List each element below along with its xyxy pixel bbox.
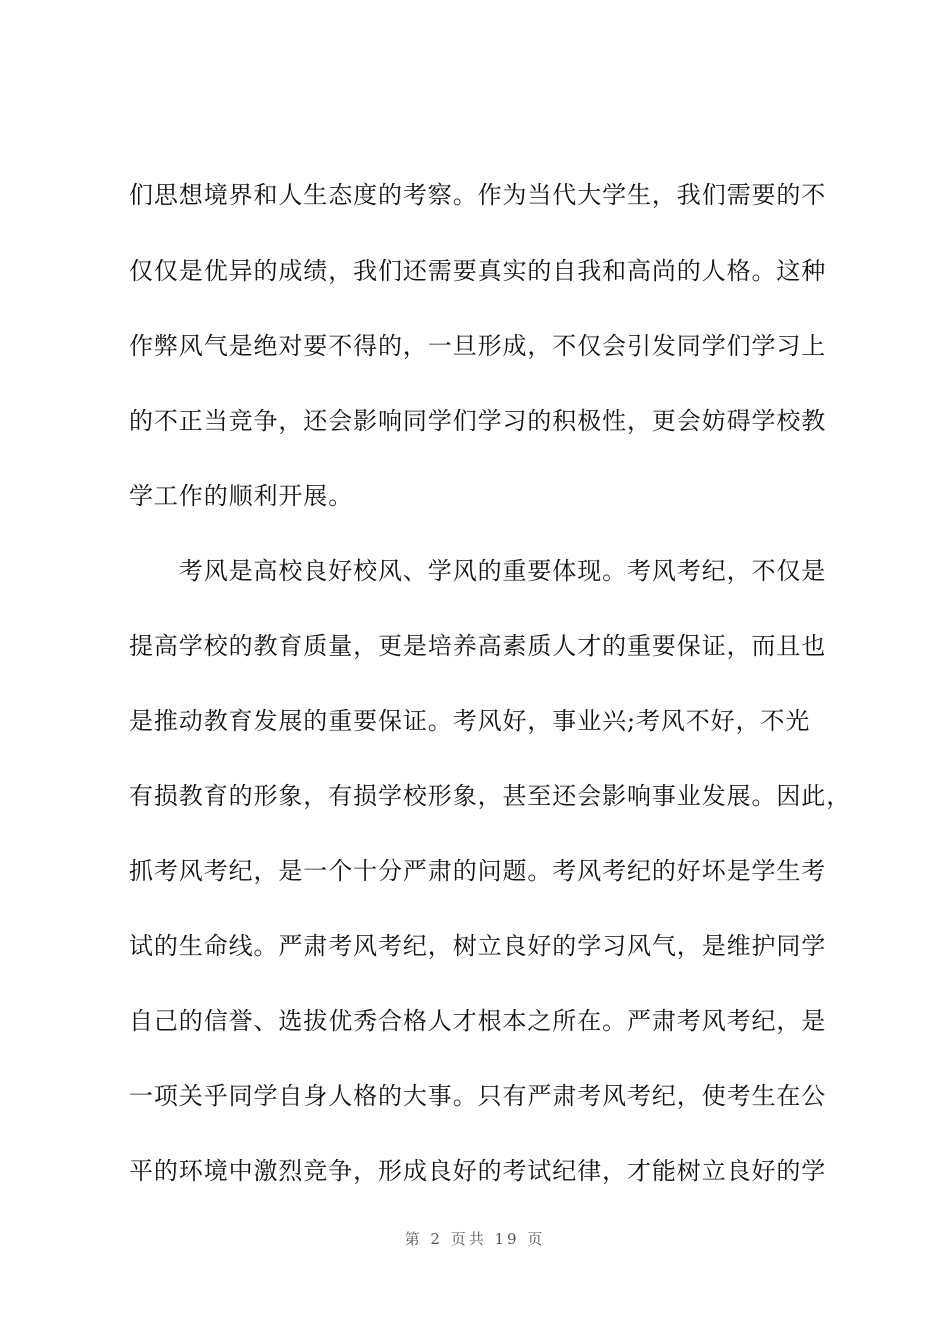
text-line-6: 考风是高校良好校风、学风的重要体现。考风考纪，不仅是 bbox=[129, 557, 827, 585]
page-number-footer: 第 2 页共 19 页 bbox=[404, 1230, 546, 1248]
text-line-7: 提高学校的教育质量，更是培养高素质人才的重要保证，而且也 bbox=[129, 632, 827, 660]
text-line-10: 抓考风考纪，是一个十分严肃的问题。考风考纪的好坏是学生考 bbox=[129, 857, 827, 885]
text-line-3: 作弊风气是绝对要不得的，一旦形成，不仅会引发同学们学习上 bbox=[129, 332, 827, 360]
text-line-4: 的不正当竞争，还会影响同学们学习的积极性，更会妨碍学校教 bbox=[129, 407, 827, 435]
text-line-8: 是推动教育发展的重要保证。考风好，事业兴;考风不好，不光 bbox=[129, 707, 811, 735]
text-line-5: 学工作的顺利开展。 bbox=[129, 482, 354, 510]
text-line-11: 试的生命线。严肃考风考纪，树立良好的学习风气，是维护同学 bbox=[129, 932, 827, 960]
text-line-1: 们思想境界和人生态度的考察。作为当代大学生，我们需要的不 bbox=[129, 181, 827, 209]
text-line-9: 有损教育的形象，有损学校形象，甚至还会影响事业发展。因此， bbox=[129, 782, 852, 810]
text-line-12: 自己的信誉、选拔优秀合格人才根本之所在。严肃考风考纪，是 bbox=[129, 1007, 827, 1035]
text-line-2: 仅仅是优异的成绩，我们还需要真实的自我和高尚的人格。这种 bbox=[129, 257, 827, 285]
text-line-14: 平的环境中激烈竞争，形成良好的考试纪律，才能树立良好的学 bbox=[129, 1157, 827, 1185]
text-line-13: 一项关乎同学自身人格的大事。只有严肃考风考纪，使考生在公 bbox=[129, 1082, 827, 1110]
